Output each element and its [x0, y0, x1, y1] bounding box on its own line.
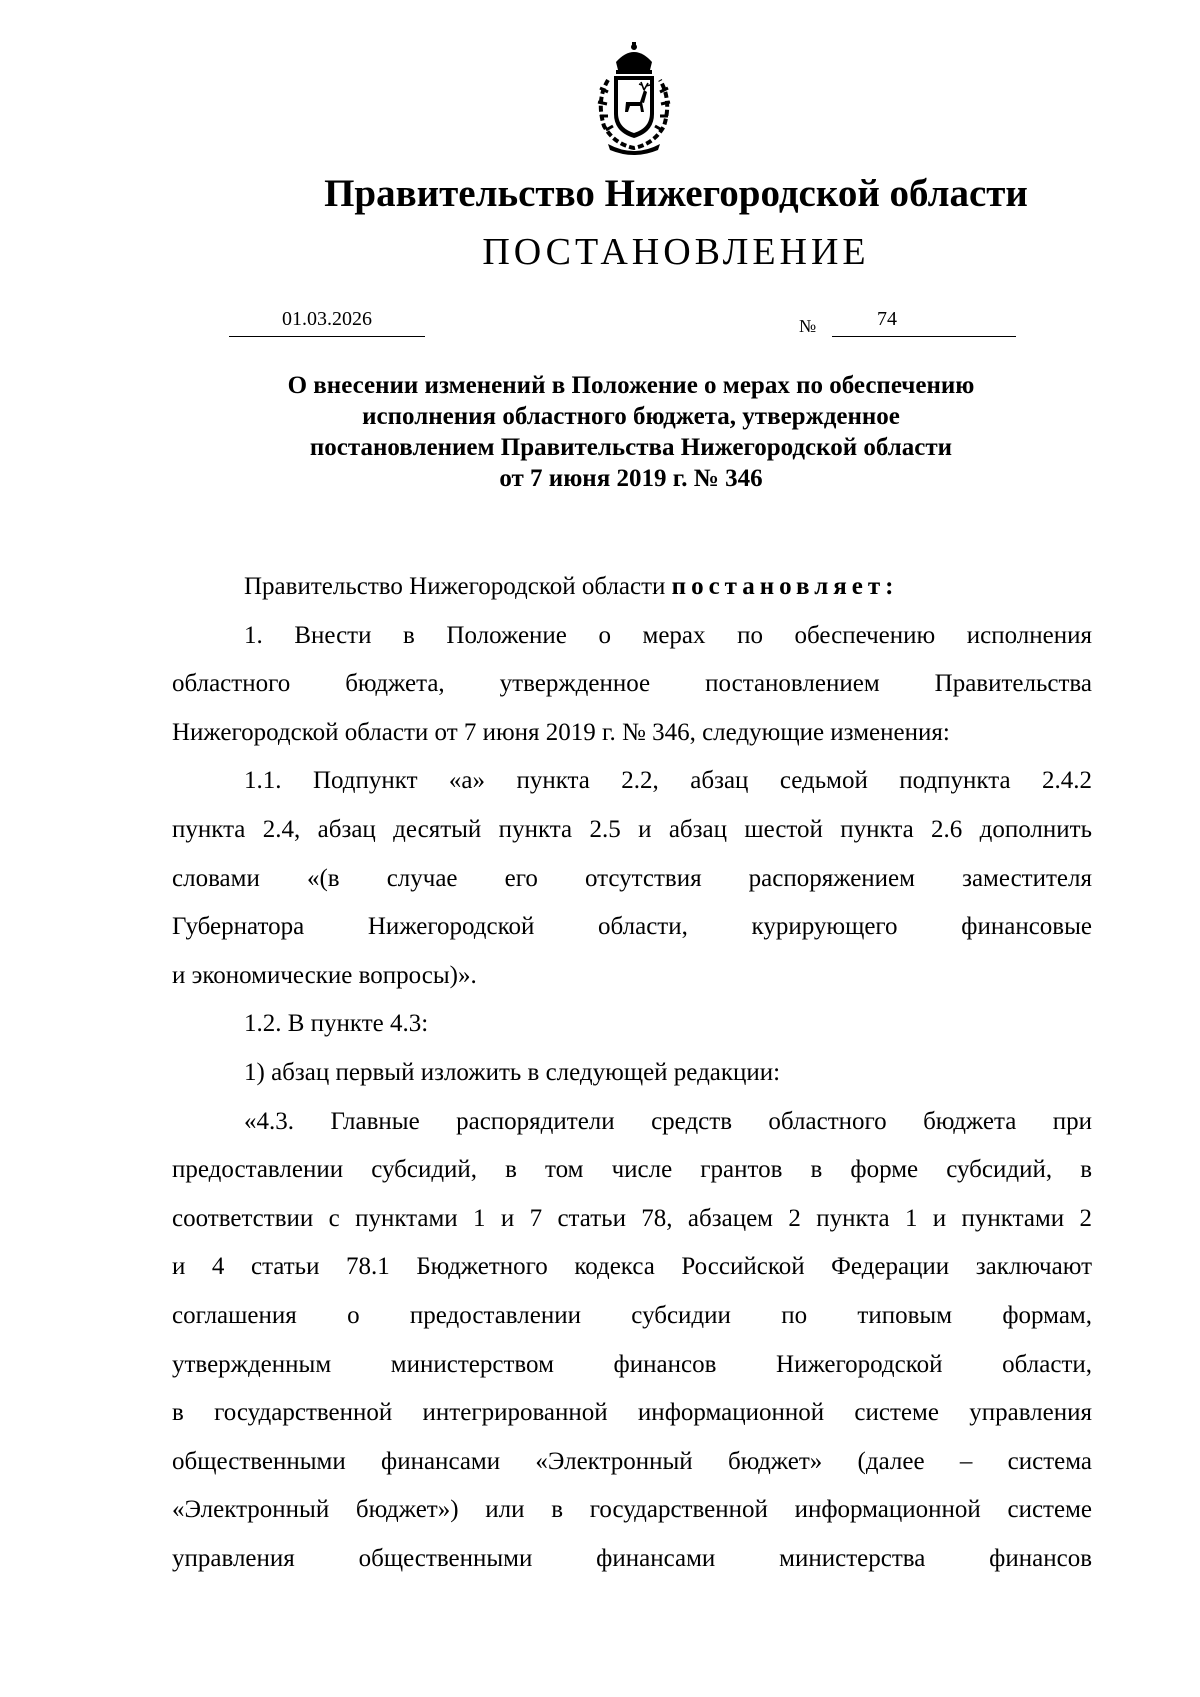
text-line: соглашения о предоставлении субсидии по типовым формам,: [172, 1301, 1092, 1329]
text-line: в государственной интегрированной информационной системе управления: [172, 1399, 1092, 1427]
text-line: 1. Внести в Положение о мерах по обеспечению исполнения: [244, 621, 1092, 649]
organization-name: Правительство Нижегородской области: [324, 172, 1028, 215]
document-body: [172, 563, 1092, 1583]
preamble: [172, 563, 1092, 612]
text-line: областного бюджета, утвержденное постановлением Правительства: [172, 670, 1092, 698]
text-line: 1) абзац первый изложить в следующей редакции:: [244, 1058, 781, 1086]
text-line: управления общественными финансами министерства финансов: [172, 1544, 1092, 1572]
coat-of-arms-emblem: [578, 40, 690, 158]
text-line: утвержденным министерством финансов Нижегородской области,: [172, 1350, 1092, 1378]
text-line: и экономические вопросы)».: [172, 961, 477, 989]
title-line: постановлением Правительства Нижегородской области: [309, 434, 953, 461]
text-line: Нижегородской области от 7 июня 2019 г. № 346, следующие изменения:: [172, 718, 950, 746]
number-sign: №: [799, 316, 817, 336]
text-line: 1.2. В пункте 4.3:: [244, 1010, 429, 1038]
text-line: и 4 статьи 78.1 Бюджетного кодекса Российской Федерации заключают: [172, 1253, 1092, 1281]
text-line: «Электронный бюджет») или в государственной информационной системе: [172, 1496, 1092, 1524]
text-line: пункта 2.4, абзац десятый пункта 2.5 и абзац шестой пункта 2.6 дополнить: [172, 815, 1092, 843]
title-line: от 7 июня 2019 г. № 346: [499, 465, 763, 492]
text-line: Губернатора Нижегородской области, курирующего финансовые: [172, 913, 1092, 941]
document-type: ПОСТАНОВЛЕНИЕ: [482, 231, 870, 273]
document-number: [832, 306, 1016, 337]
document-date: [229, 306, 425, 337]
text-line: предоставлении субсидий, в том числе грантов в форме субсидий, в: [172, 1156, 1092, 1184]
text-line: соответствии с пунктами 1 и 7 статьи 78, абзацем 2 пункта 1 и пунктами 2: [172, 1204, 1092, 1232]
date-value: 01.03.2026: [282, 308, 372, 330]
number-value: 74: [877, 308, 897, 330]
title-line: О внесении изменений в Положение о мерах по обеспечению: [287, 372, 975, 399]
preamble-text: Правительство Нижегородской области: [244, 573, 672, 600]
text-line: словами «(в случае его отсутствия распоряжением заместителя: [172, 864, 1092, 892]
document-title: [170, 370, 1092, 494]
text-line: «4.3. Главные распорядители средств областного бюджета при: [244, 1107, 1092, 1135]
title-line: исполнения областного бюджета, утвержденное: [362, 403, 900, 430]
preamble-resolves: постановляет:: [671, 573, 899, 600]
text-line: 1.1. Подпункт «а» пункта 2.2, абзац седьмой подпункта 2.4.2: [244, 767, 1092, 795]
text-line: общественными финансами «Электронный бюджет» (далее – система: [172, 1447, 1092, 1475]
